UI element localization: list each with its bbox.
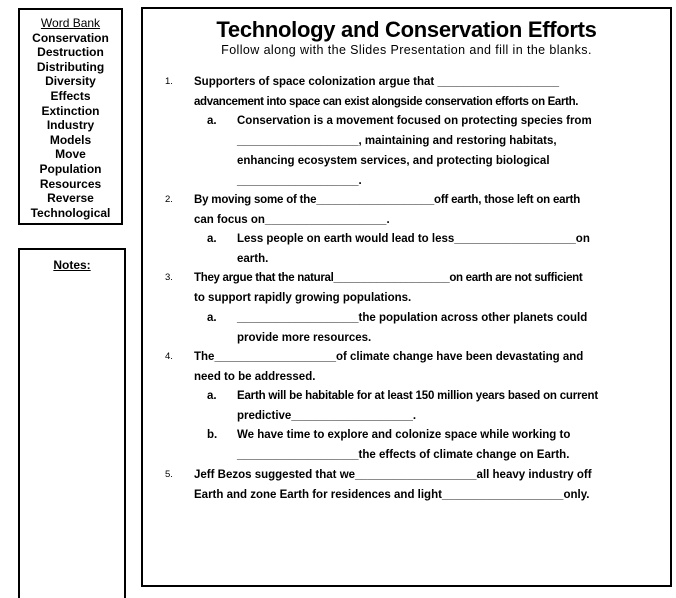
word-bank-word: Extinction bbox=[41, 103, 100, 118]
word-bank bbox=[18, 8, 123, 225]
question-1 bbox=[165, 72, 579, 112]
question-text-line: provide more resources. bbox=[237, 332, 372, 344]
question-text-line: We have time to explore and colonize space while working to bbox=[237, 429, 571, 441]
question-letter: a. bbox=[207, 115, 217, 127]
question-text-line: By moving some of the___________________off earth, those left on earth bbox=[194, 194, 581, 206]
question-letter: b. bbox=[207, 429, 218, 441]
question-text-line: Jeff Bezos suggested that we___________________all heavy industry off bbox=[194, 469, 592, 481]
question-2a bbox=[207, 229, 590, 269]
word-bank-word: Conservation bbox=[32, 30, 109, 45]
word-bank-word: Resources bbox=[39, 176, 102, 191]
question-text-line: The___________________of climate change have been devastating and bbox=[194, 351, 584, 363]
question-text-line: ___________________the effects of climate change on Earth. bbox=[237, 449, 570, 461]
question-letter: a. bbox=[207, 390, 217, 402]
question-letter: a. bbox=[207, 233, 217, 245]
question-text-line: advancement into space can exist alongside conservation efforts on Earth. bbox=[194, 96, 579, 108]
question-number: 4. bbox=[165, 351, 173, 362]
word-bank-title: Word Bank bbox=[40, 16, 101, 30]
notes-title: Notes: bbox=[53, 258, 91, 272]
question-text-line: predictive___________________. bbox=[237, 410, 417, 422]
worksheet-title: Technology and Conservation Efforts bbox=[216, 17, 597, 42]
question-text-line: Earth and zone Earth for residences and light___________________only. bbox=[194, 489, 590, 501]
question-number: 1. bbox=[165, 76, 173, 87]
question-4b bbox=[207, 425, 571, 465]
word-bank-word: Industry bbox=[46, 118, 95, 133]
question-text-line: Conservation is a movement focused on protecting species from bbox=[237, 115, 592, 127]
question-3 bbox=[165, 268, 583, 308]
worksheet-panel bbox=[141, 7, 672, 587]
word-bank-word: Models bbox=[49, 132, 92, 147]
question-number: 5. bbox=[165, 469, 173, 480]
word-bank-word: Move bbox=[55, 147, 86, 162]
question-text-line: need to be addressed. bbox=[194, 371, 316, 383]
question-text-line: ___________________. bbox=[237, 175, 362, 187]
question-text-line: enhancing ecosystem services, and protecting biological bbox=[237, 155, 550, 167]
question-4a bbox=[207, 386, 598, 426]
question-text-line: They argue that the natural___________________on earth are not sufficient bbox=[194, 272, 583, 284]
word-bank-word: Destruction bbox=[37, 45, 104, 60]
question-2 bbox=[165, 190, 581, 230]
question-letter: a. bbox=[207, 312, 217, 324]
question-1a bbox=[207, 111, 592, 191]
question-number: 3. bbox=[165, 272, 173, 283]
question-number: 2. bbox=[165, 194, 173, 205]
word-bank-word: Distributing bbox=[36, 59, 105, 74]
question-text-line: Earth will be habitable for at least 150 million years based on current bbox=[237, 390, 598, 402]
question-text-line: Supporters of space colonization argue that ___________________ bbox=[194, 76, 559, 88]
question-text-line: ___________________the population across other planets could bbox=[237, 312, 588, 324]
question-text-line: Less people on earth would lead to less___________________on bbox=[237, 233, 590, 245]
word-bank-word: Technological bbox=[30, 205, 111, 220]
question-text-line: can focus on___________________. bbox=[194, 214, 390, 226]
word-bank-word: Effects bbox=[50, 88, 91, 103]
question-text-line: to support rapidly growing populations. bbox=[194, 292, 412, 304]
worksheet-subtitle: Follow along with the Slides Presentation and fill in the blanks. bbox=[221, 43, 592, 57]
question-5 bbox=[165, 465, 592, 505]
question-text-line: ___________________, maintaining and restoring habitats, bbox=[237, 135, 557, 147]
word-bank-word: Population bbox=[39, 161, 102, 176]
question-4 bbox=[165, 347, 584, 387]
notes-box bbox=[18, 248, 126, 598]
word-bank-word: Diversity bbox=[45, 74, 96, 89]
question-3a bbox=[207, 308, 588, 348]
question-text-line: earth. bbox=[237, 253, 269, 265]
word-bank-word: Reverse bbox=[47, 191, 94, 206]
